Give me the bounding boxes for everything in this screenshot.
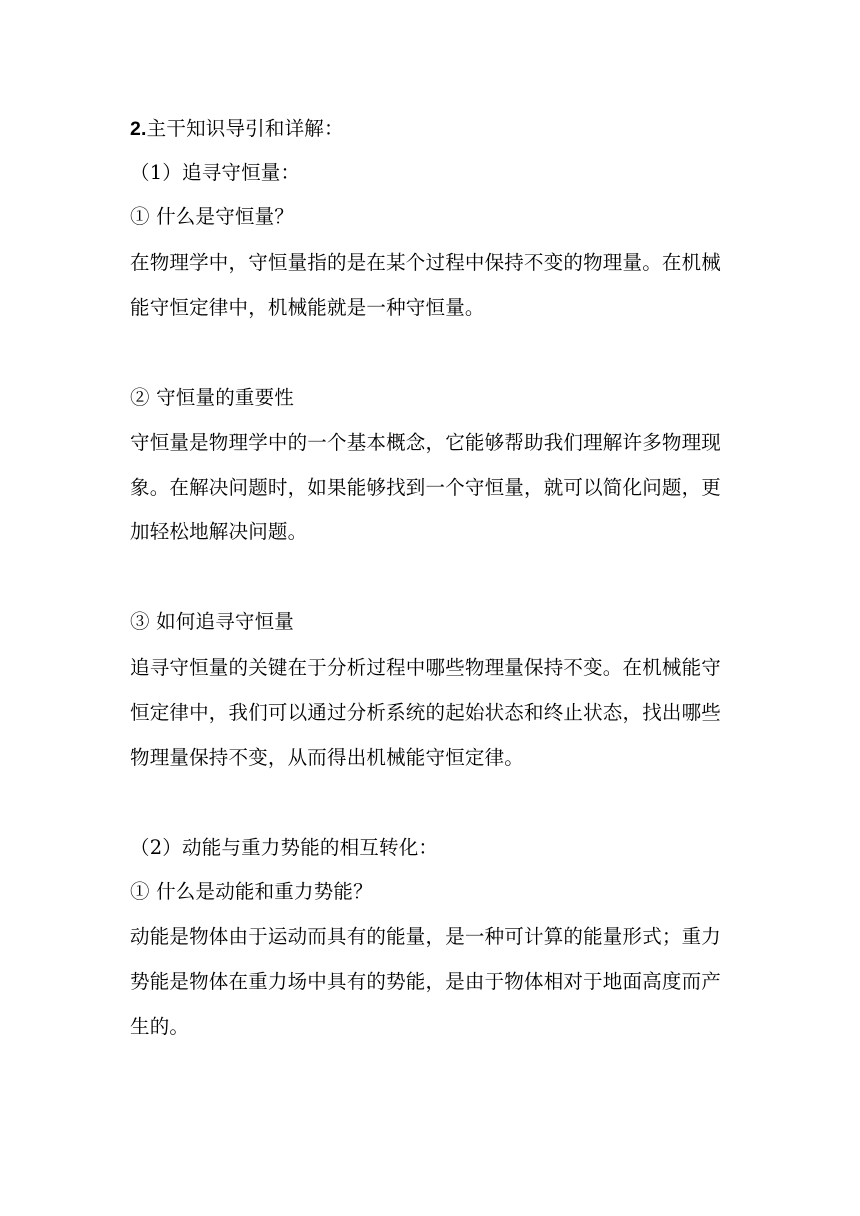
topic1-item2-line2: 象。在解决问题时，如果能够找到一个守恒量，就可以简化问题，更 [130,476,722,499]
topic1-item1-line2: 能守恒定律中，机械能就是一种守恒量。 [130,296,485,319]
section-number: 2. [130,118,147,140]
topic2-title: （2）动能与重力势能的相互转化： [130,836,439,859]
topic1-item3-line2: 恒定律中，我们可以通过分析系统的起始状态和终止状态，找出哪些 [130,701,722,724]
topic1-item2-title: ② 守恒量的重要性 [130,386,294,409]
topic1-item1-title: ① 什么是守恒量？ [130,205,294,228]
topic1-item1-line1: 在物理学中，守恒量指的是在某个过程中保持不变的物理量。在机械 [130,251,722,274]
topic1-item2-line3: 加轻松地解决问题。 [130,520,308,543]
section-heading [130,117,736,141]
topic1-item3-line1: 追寻守恒量的关键在于分析过程中哪些物理量保持不变。在机械能守 [130,656,722,679]
topic2-item1-title: ① 什么是动能和重力势能？ [130,880,373,903]
topic1-item3-title: ③ 如何追寻守恒量 [130,610,294,633]
topic1-title: （1）追寻守恒量： [130,161,301,184]
topic1-item2-line1: 守恒量是物理学中的一个基本概念，它能够帮助我们理解许多物理现 [130,431,722,454]
topic2-item1-line2: 势能是物体在重力场中具有的势能，是由于物体相对于地面高度而产 [130,970,722,993]
topic1-item3-line3: 物理量保持不变，从而得出机械能守恒定律。 [130,746,525,769]
topic2-item1-line3: 生的。 [130,1015,190,1038]
topic2-item1-line1: 动能是物体由于运动而具有的能量，是一种可计算的能量形式；重力 [130,925,722,948]
section-heading-text: 主干知识导引和详解： [146,117,344,140]
